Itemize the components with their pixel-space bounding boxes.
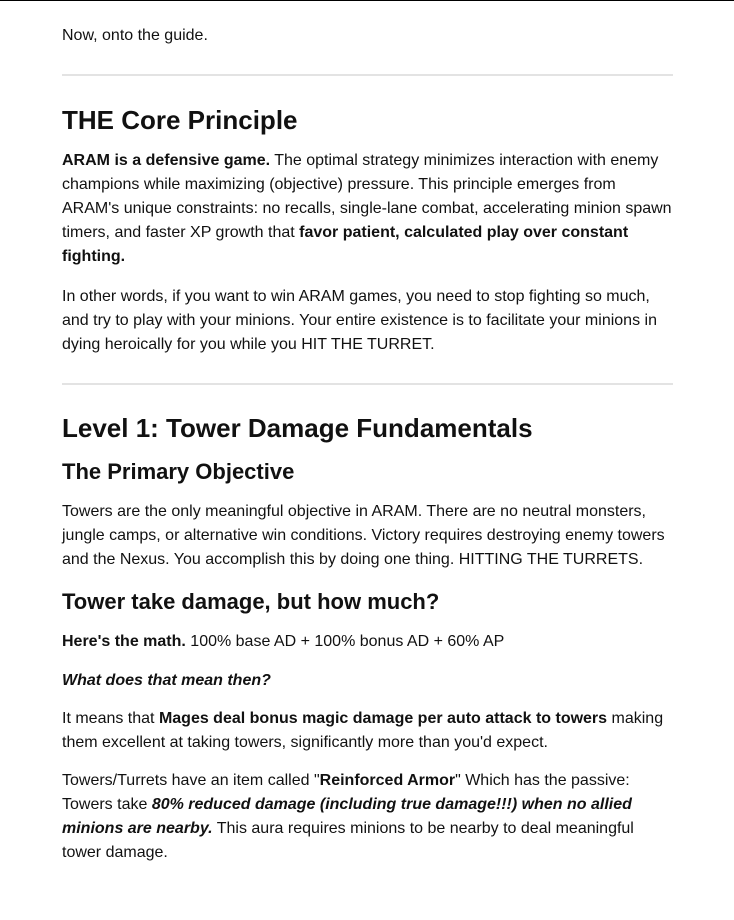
level1-heading: Level 1: Tower Damage Fundamentals bbox=[62, 413, 533, 443]
mages-paragraph bbox=[62, 707, 673, 755]
armor-mid: " Which has the passive: Towers take bbox=[62, 772, 630, 813]
core-principle-bold-lead: ARAM is a defensive game. bbox=[62, 152, 271, 169]
armor-item-name: Reinforced Armor bbox=[319, 772, 456, 789]
question-paragraph bbox=[62, 669, 271, 693]
primary-objective-paragraph: Towers are the only meaningful objective in ARAM. There are no neutral monsters, jungle camps, or alternative win conditions. Victory requires destroying enemy towers and the Nexus. You accomplish this by doing one thing. HITTING THE TURRETS. bbox=[62, 503, 665, 568]
intro-text: Now, onto the guide. bbox=[62, 27, 208, 44]
armor-pre: Towers/Turrets have an item called " bbox=[62, 772, 320, 789]
mages-bold: Mages deal bonus magic damage per auto attack to towers bbox=[158, 710, 608, 727]
core-principle-paragraph-2: In other words, if you want to win ARAM games, you need to stop fighting so much, and try to play with your minions. Your entire existence is to facilitate your minions in dying heroically for you while you HIT THE TURRET. bbox=[62, 288, 657, 353]
section-divider-2 bbox=[62, 383, 673, 385]
intro-paragraph bbox=[62, 24, 208, 48]
math-formula: 100% base AD + 100% bonus AD + 60% AP bbox=[185, 633, 505, 650]
core-principle-bold-end: favor patient, calculated play over constant fighting. bbox=[62, 224, 629, 265]
core-principle-heading: THE Core Principle bbox=[62, 105, 298, 135]
primary-objective-heading: The Primary Objective bbox=[62, 459, 295, 484]
core-principle-paragraph-1 bbox=[62, 149, 673, 269]
armor-post: This aura requires minions to be nearby to deal meaningful tower damage. bbox=[62, 820, 634, 861]
question-text: What does that mean then? bbox=[62, 672, 271, 689]
core-principle-body: The optimal strategy minimizes interaction with enemy champions while maximizing (objective) pressure. This principle emerges from ARAM's unique constraints: no recalls, single-lane combat, accelerating minion spawn timers, and faster XP growth that bbox=[62, 152, 672, 241]
reinforced-armor-paragraph bbox=[62, 769, 673, 865]
armor-passive-text: 80% reduced damage (including true damage!!!) when no allied minions are nearby. bbox=[62, 796, 632, 837]
top-border bbox=[0, 0, 734, 1]
tower-damage-heading: Tower take damage, but how much? bbox=[62, 589, 440, 614]
section-divider-1 bbox=[62, 74, 673, 76]
math-bold-lead: Here's the math. bbox=[62, 633, 186, 650]
math-paragraph bbox=[62, 630, 504, 654]
mages-pre: It means that bbox=[62, 710, 159, 727]
mages-post: making them excellent at taking towers, significantly more than you'd expect. bbox=[62, 710, 664, 751]
